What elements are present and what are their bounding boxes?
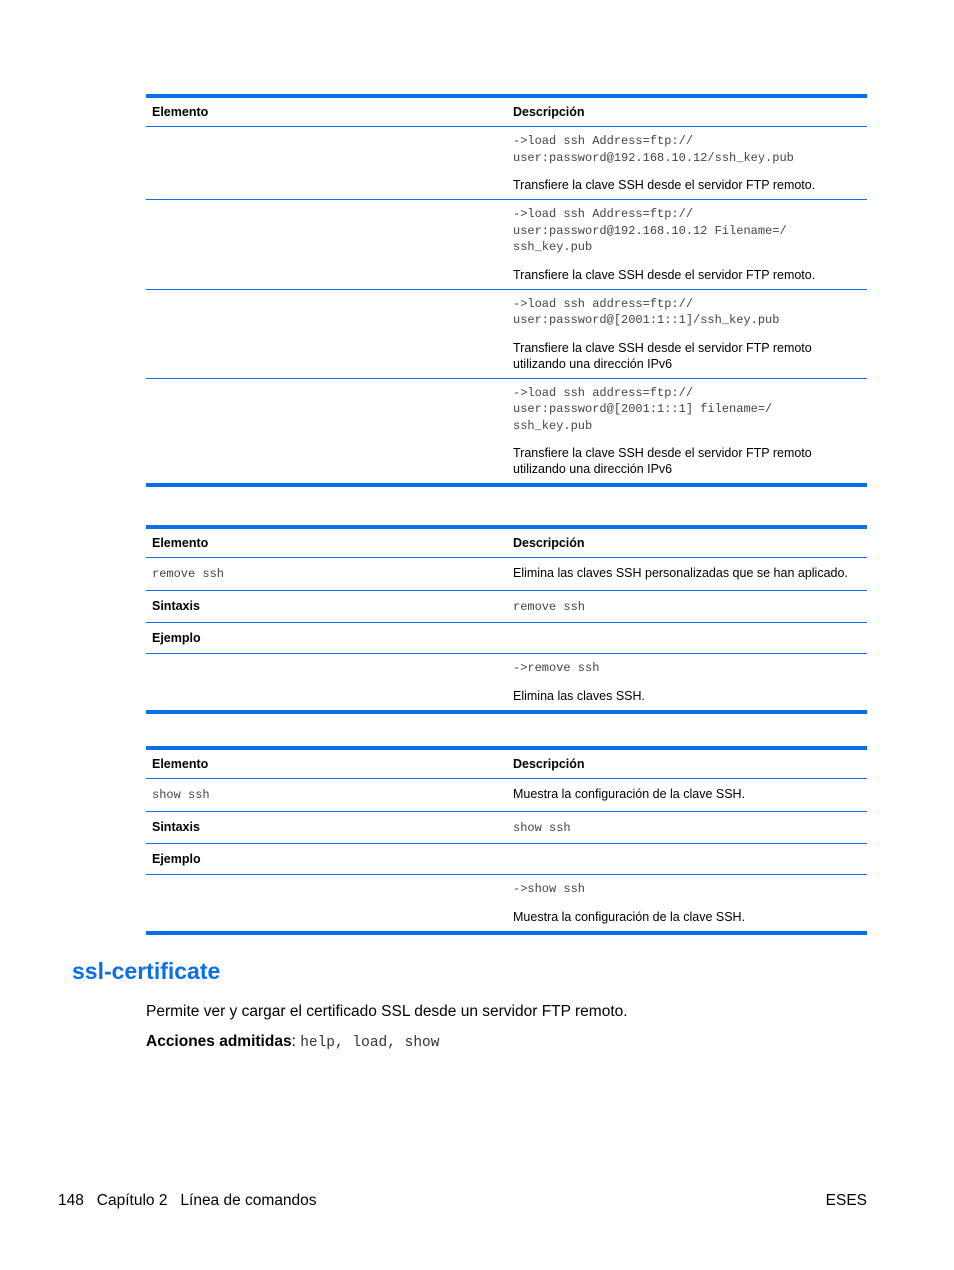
command-description: Elimina las claves SSH personalizadas que se han aplicado.	[513, 566, 848, 580]
load-ssh-examples-table	[146, 94, 867, 487]
header-elemento: Elemento	[152, 757, 209, 771]
page-footer-left	[58, 1192, 317, 1210]
syntax-value: show ssh	[513, 820, 571, 835]
command-name: remove ssh	[152, 567, 225, 581]
example-code: ->show ssh	[513, 882, 586, 896]
example-code: ->load ssh address=ftp:// user:password@[2001:1::1]/ssh_key.pub	[513, 296, 780, 327]
table-header-row	[146, 748, 867, 779]
table-row	[146, 779, 867, 812]
section-heading: ssl-certificate	[72, 958, 221, 984]
table-header-row	[146, 96, 867, 127]
table-row	[146, 623, 867, 654]
table-row	[146, 558, 867, 591]
table-row	[146, 811, 867, 844]
table-header-row	[146, 527, 867, 558]
table-row	[146, 289, 867, 378]
actions-list: help, load, show	[300, 1035, 440, 1051]
example-code: ->load ssh address=ftp:// user:password@[2001:1::1] filename=/ ssh_key.pub	[513, 385, 773, 433]
example-description: Transfiere la clave SSH desde el servidor FTP remoto utilizando una dirección IPv6	[513, 446, 812, 476]
actions-label: Acciones admitidas	[146, 1033, 292, 1050]
section-description: Permite ver y cargar el certificado SSL desde un servidor FTP remoto.	[146, 1003, 628, 1020]
header-descripcion: Descripción	[513, 536, 585, 550]
header-elemento: Elemento	[152, 105, 209, 119]
table-row	[146, 844, 867, 875]
header-descripcion: Descripción	[513, 757, 585, 771]
example-description: Transfiere la clave SSH desde el servidor FTP remoto.	[513, 178, 816, 192]
table-row	[146, 590, 867, 623]
table-row	[146, 200, 867, 290]
example-code: ->load ssh Address=ftp:// user:password@192.168.10.12 Filename=/ ssh_key.pub	[513, 207, 787, 254]
example-label: Ejemplo	[152, 852, 201, 866]
example-description: Transfiere la clave SSH desde el servidor FTP remoto utilizando una dirección IPv6	[513, 340, 812, 371]
footer-locale: ESES	[825, 1192, 867, 1209]
example-code: ->load ssh Address=ftp:// user:password@192.168.10.12/ssh_key.pub	[513, 134, 794, 165]
example-code: ->remove ssh	[513, 661, 600, 675]
remove-ssh-table	[146, 525, 867, 714]
table-row	[146, 378, 867, 485]
chapter-label: Capítulo 2	[96, 1192, 168, 1209]
example-description: Elimina las claves SSH.	[513, 688, 645, 703]
example-description: Muestra la configuración de la clave SSH.	[513, 909, 746, 924]
example-description: Transfiere la clave SSH desde el servidor FTP remoto.	[513, 267, 816, 282]
table-row	[146, 875, 867, 933]
table-row	[146, 654, 867, 712]
command-description: Muestra la configuración de la clave SSH.	[513, 787, 746, 801]
header-descripcion: Descripción	[513, 105, 585, 119]
show-ssh-table	[146, 746, 867, 935]
syntax-value: remove ssh	[513, 599, 586, 614]
syntax-label: Sintaxis	[152, 819, 200, 834]
header-elemento: Elemento	[152, 536, 209, 550]
syntax-label: Sintaxis	[152, 598, 200, 613]
table-row	[146, 127, 867, 200]
actions-separator: :	[291, 1033, 296, 1050]
example-label: Ejemplo	[152, 631, 201, 645]
chapter-title: Línea de comandos	[180, 1192, 317, 1209]
supported-actions	[146, 1033, 439, 1051]
command-name: show ssh	[152, 788, 210, 802]
page-number: 148	[58, 1192, 84, 1209]
